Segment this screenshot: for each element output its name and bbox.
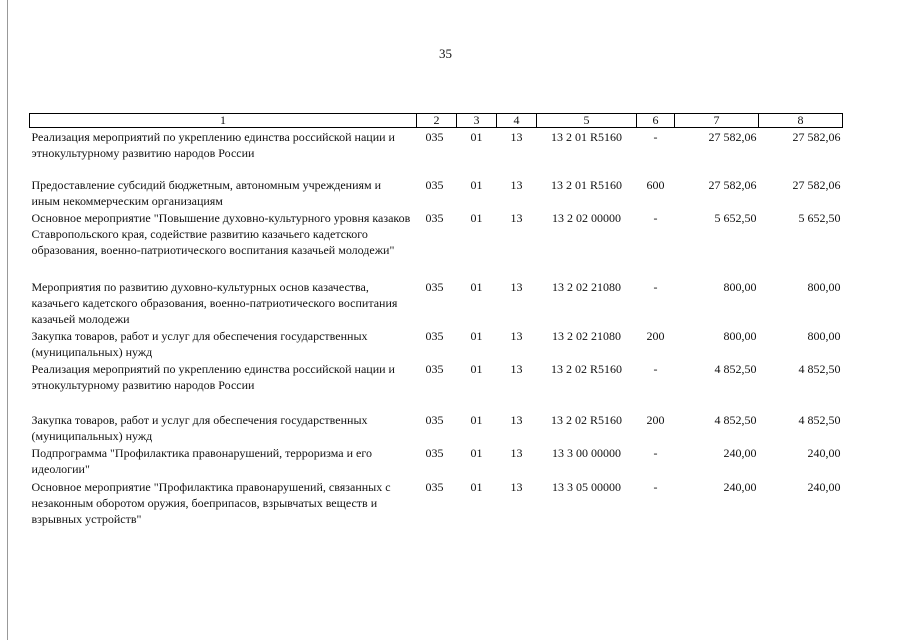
header-cell: 3: [457, 114, 497, 128]
row-name: Предоставление субсидий бюджетным, автономным учреждениям и иным некоммерческим организациям: [31, 177, 382, 208]
row-code-2: 035: [425, 479, 444, 494]
header-cell: 7: [675, 114, 759, 128]
row-amount-8: 27 582,06: [792, 177, 841, 192]
row-code-3: 01: [470, 328, 483, 343]
row-amount-7: 27 582,06: [708, 130, 757, 144]
header-cell: 5: [537, 114, 637, 128]
row-code-5: 13 2 01 R5160: [550, 177, 622, 192]
row-amount-8: 800,00: [807, 328, 841, 343]
row-code-2: 035: [425, 445, 444, 460]
row-code-2: 035: [425, 328, 444, 343]
row-amount-8: 240,00: [807, 479, 841, 494]
row-code-5: 13 2 02 R5160: [550, 361, 622, 376]
row-amount-8: 800,00: [807, 279, 841, 294]
row-amount-8: 27 582,06: [792, 130, 841, 144]
row-code-2: 035: [425, 177, 444, 192]
page-edge-line: [7, 0, 8, 640]
row-code-6: 200: [646, 412, 665, 427]
row-amount-7: 27 582,06: [708, 177, 757, 192]
row-code-3: 01: [470, 445, 483, 460]
row-code-6: -: [653, 479, 658, 494]
row-code-3: 01: [470, 210, 483, 225]
row-name: Реализация мероприятий по укреплению единства российской нации и этнокультурному развитию народов России: [31, 130, 395, 160]
header-cell: 2: [417, 114, 457, 128]
row-code-5: 13 2 02 R5160: [550, 412, 622, 427]
row-amount-7: 5 652,50: [714, 210, 757, 225]
budget-table: [29, 113, 843, 528]
row-code-5: 13 2 01 R5160: [550, 130, 622, 144]
page-number: 35: [439, 46, 452, 61]
header-cell: 8: [759, 114, 843, 128]
table-row: [30, 478, 843, 528]
row-code-6: -: [653, 279, 658, 294]
table-row: [30, 327, 843, 360]
row-name: Основное мероприятие "Профилактика правонарушений, связанных с незаконным оборотом оружия, боеприпасов, взрывчатых веществ и взрывных устройств": [31, 479, 391, 526]
row-code-3: 01: [470, 479, 483, 494]
row-amount-8: 4 852,50: [798, 361, 841, 376]
row-amount-7: 800,00: [723, 328, 757, 343]
row-code-6: -: [653, 361, 658, 376]
row-code-5: 13 3 05 00000: [552, 479, 621, 494]
row-amount-7: 800,00: [723, 279, 757, 294]
row-code-4: 13: [510, 130, 523, 144]
table-row: [30, 176, 843, 209]
row-code-6: -: [653, 130, 658, 144]
row-amount-7: 4 852,50: [714, 412, 757, 427]
header-row: [30, 114, 843, 128]
row-name: Основное мероприятие "Повышение духовно-культурного уровня казаков Ставропольского края, содействие развитию казачьего кадетского образования, военно-патриотического воспитания казачьей молодежи": [31, 210, 411, 257]
row-code-6: 200: [646, 328, 665, 343]
row-name: Мероприятия по развитию духовно-культурных основ казачества, казачьего кадетского образования, военно-патриотического воспитания казачьей молодежи: [31, 279, 398, 326]
row-code-3: 01: [470, 177, 483, 192]
row-code-5: 13 2 02 00000: [552, 210, 621, 225]
row-code-4: 13: [510, 328, 523, 343]
row-code-2: 035: [425, 279, 444, 294]
table-row: [30, 360, 843, 411]
row-name: Закупка товаров, работ и услуг для обеспечения государственных (муниципальных) нужд: [31, 328, 368, 359]
row-code-4: 13: [510, 210, 523, 225]
table-row: [30, 209, 843, 278]
row-code-2: 035: [425, 361, 444, 376]
row-amount-7: 240,00: [723, 445, 757, 460]
header-cell: 4: [497, 114, 537, 128]
table-row: [30, 411, 843, 444]
row-name: Реализация мероприятий по укреплению единства российской нации и этнокультурному развитию народов России: [31, 361, 395, 392]
row-name: Закупка товаров, работ и услуг для обеспечения государственных (муниципальных) нужд: [31, 412, 368, 443]
row-code-4: 13: [510, 445, 523, 460]
row-code-3: 01: [470, 279, 483, 294]
row-amount-8: 4 852,50: [798, 412, 841, 427]
row-amount-8: 240,00: [807, 445, 841, 460]
header-cell: 1: [30, 114, 417, 128]
row-code-4: 13: [510, 479, 523, 494]
row-code-2: 035: [425, 210, 444, 225]
row-code-3: 01: [470, 412, 483, 427]
row-code-4: 13: [510, 279, 523, 294]
row-code-5: 13 3 00 00000: [552, 445, 621, 460]
row-code-2: 035: [425, 130, 444, 144]
row-code-4: 13: [510, 177, 523, 192]
row-amount-7: 4 852,50: [714, 361, 757, 376]
row-code-4: 13: [510, 361, 523, 376]
table-row: [30, 128, 843, 176]
row-amount-8: 5 652,50: [798, 210, 841, 225]
row-code-5: 13 2 02 21080: [552, 328, 621, 343]
row-name: Подпрограмма "Профилактика правонарушений, терроризма и его идеологии": [31, 445, 372, 476]
row-code-6: -: [653, 445, 658, 460]
row-code-3: 01: [470, 361, 483, 376]
header-cell: 6: [637, 114, 675, 128]
row-code-6: 600: [646, 177, 665, 192]
row-code-6: -: [653, 210, 658, 225]
row-code-4: 13: [510, 412, 523, 427]
row-code-3: 01: [470, 130, 483, 144]
table-row: [30, 444, 843, 478]
row-code-2: 035: [425, 412, 444, 427]
row-code-5: 13 2 02 21080: [552, 279, 621, 294]
table-row: [30, 278, 843, 327]
row-amount-7: 240,00: [723, 479, 757, 494]
